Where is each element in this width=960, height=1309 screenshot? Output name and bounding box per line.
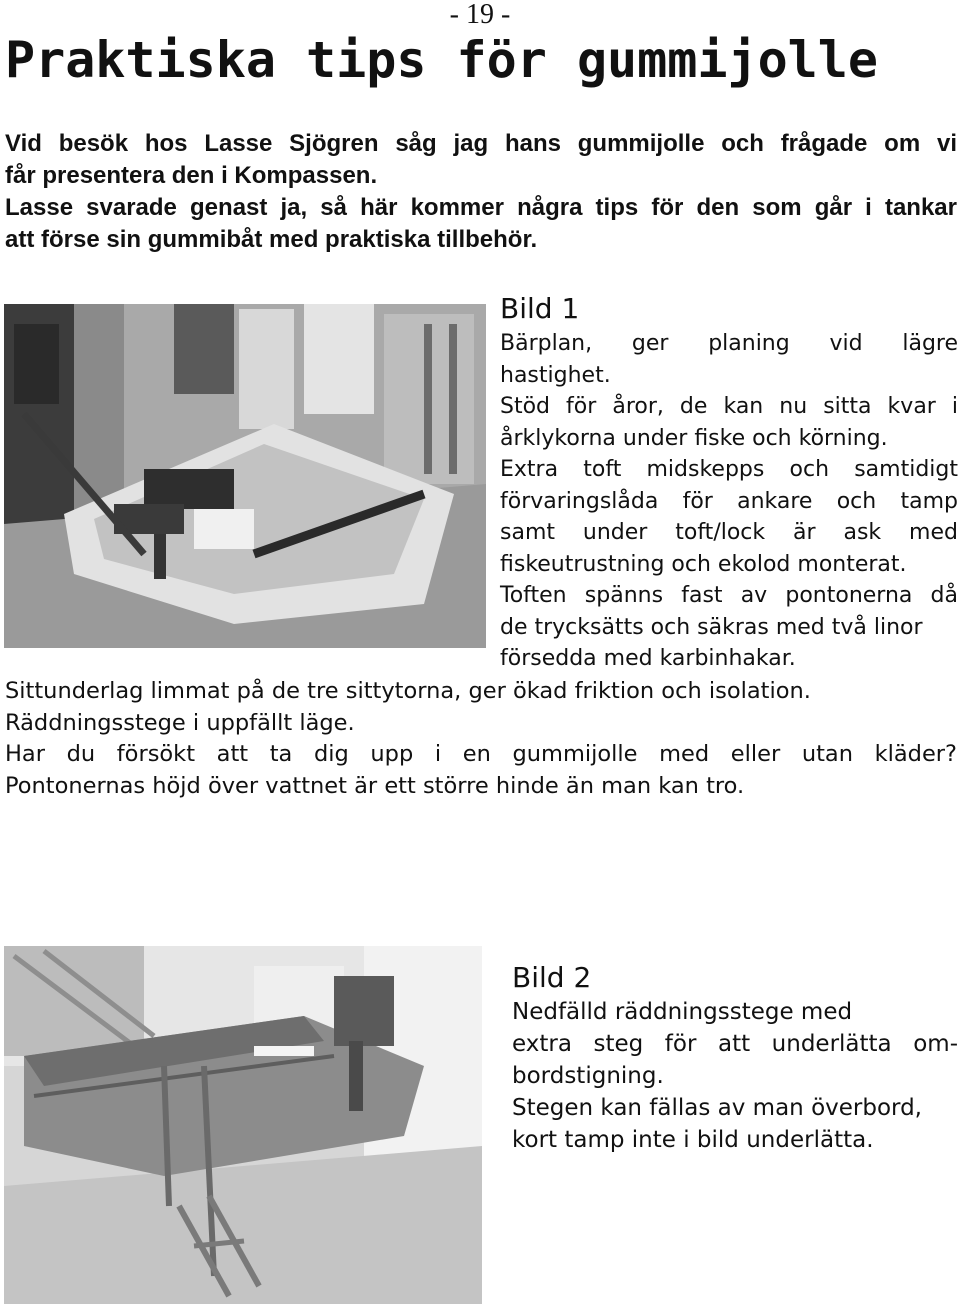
- caption-line: förvaringslåda för ankare och tamp: [500, 488, 958, 514]
- caption-line: Nedfälld räddningsstege med: [512, 999, 853, 1025]
- intro-line: Lasse svarade genast ja, så här kommer några tips för den som går i tankar: [5, 194, 957, 221]
- body-line: Räddningsstege i uppfällt läge.: [5, 709, 355, 736]
- body-paragraph: [5, 676, 957, 802]
- figure1-heading: Bild 1: [500, 292, 580, 325]
- intro-line: att förse sin gummibåt med praktiska tillbehör.: [5, 226, 538, 253]
- caption-line: Bärplan, ger planing vid lägre: [500, 331, 958, 356]
- caption-line: de trycksätts och säkras med två linor: [500, 614, 923, 640]
- intro-line: får presentera den i Kompassen.: [5, 162, 378, 189]
- caption-line: fiskeutrustning och ekolod monterat.: [500, 551, 907, 577]
- photo-dinghy-garage-image: [4, 304, 486, 648]
- caption-line: bordstigning.: [512, 1063, 664, 1089]
- body-line: Pontonernas höjd över vattnet är ett större hinde än man kan tro.: [5, 772, 745, 799]
- figure2-heading: Bild 2: [512, 961, 592, 994]
- body-line: Sittunderlag limmat på de tre sittytorna, ger ökad friktion och isolation.: [5, 678, 811, 704]
- caption-line: Stöd för åror, de kan nu sitta kvar i: [500, 394, 958, 419]
- intro-line: Vid besök hos Lasse Sjögren såg jag hans gummijolle och frågade om vi: [5, 130, 957, 157]
- caption-line: årklykorna under fiske och körning.: [500, 425, 888, 451]
- caption-line: Stegen kan fällas av man överbord,: [512, 1095, 922, 1121]
- caption-line: hastighet.: [500, 362, 611, 388]
- photo-dinghy-garage: [4, 304, 486, 648]
- photo-dinghy-ladder-image: [4, 946, 482, 1304]
- caption-line: extra steg för att underlätta om-: [512, 1031, 958, 1057]
- page-title: Praktiska tips för gummijolle: [5, 31, 878, 89]
- caption-line: kort tamp inte i bild underlätta.: [512, 1127, 874, 1153]
- photo-dinghy-ladder: [4, 946, 482, 1304]
- page-number: - 19 -: [449, 0, 511, 30]
- figure2-caption: [512, 960, 958, 1156]
- caption-line: samt under toft/lock är ask med: [500, 520, 958, 545]
- intro-paragraph: [5, 128, 957, 256]
- figure1-caption: [500, 292, 958, 675]
- caption-line: Toften spänns fast av pontonerna då: [500, 583, 958, 608]
- body-line: Har du försökt att ta dig upp i en gummijolle med eller utan kläder?: [5, 741, 957, 767]
- caption-line: Extra toft midskepps och samtidigt: [500, 457, 958, 482]
- caption-line: försedda med karbinhakar.: [500, 646, 796, 671]
